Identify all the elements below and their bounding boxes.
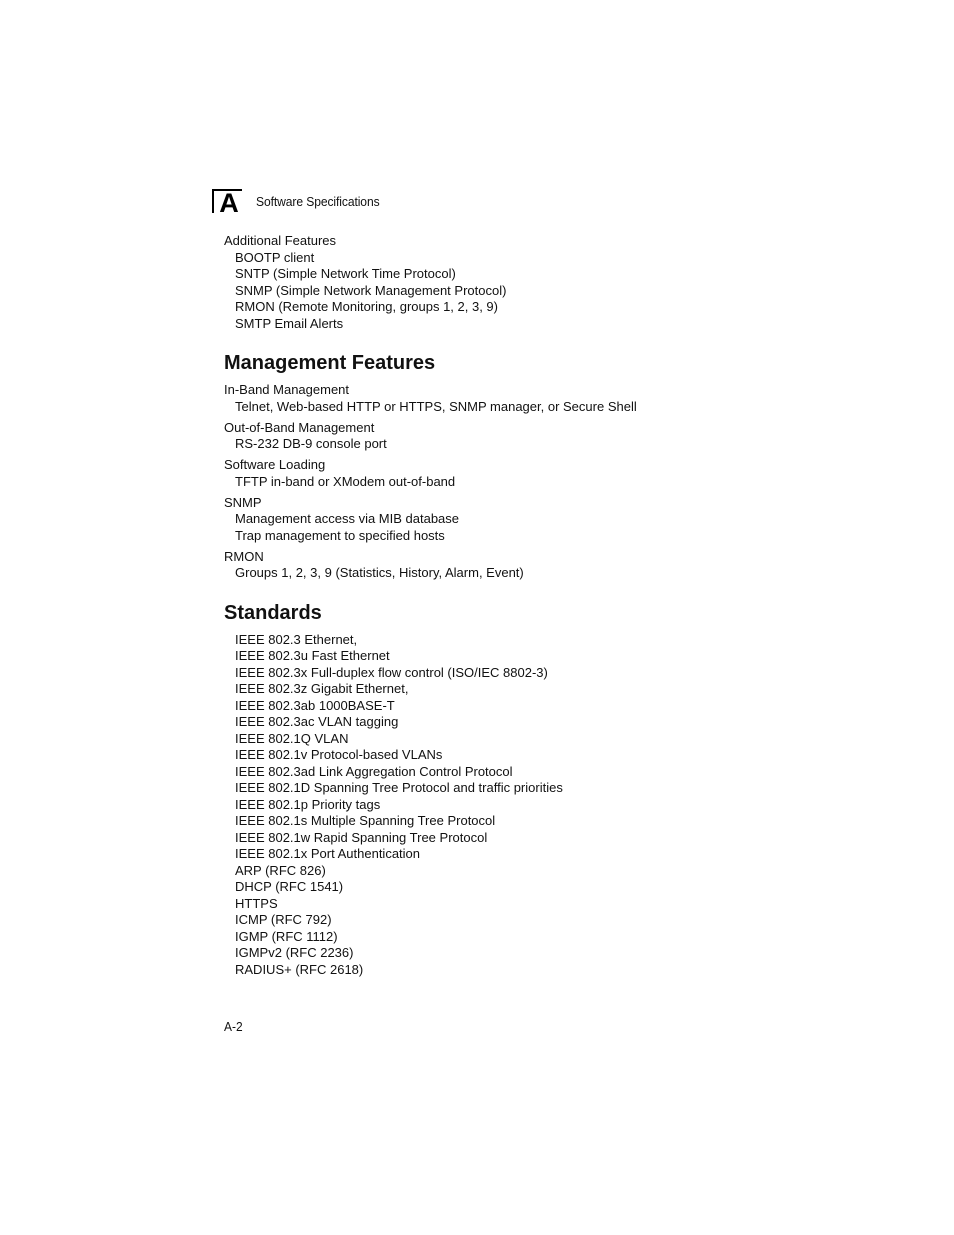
list-item: ICMP (RFC 792) [235, 912, 332, 927]
page-content [224, 233, 864, 978]
block-title: Out-of-Band Management [224, 419, 375, 435]
list-item: Groups 1, 2, 3, 9 (Statistics, History, Alarm, Event) [235, 565, 524, 580]
software-loading-block [224, 457, 864, 490]
standards-heading: Standards [224, 601, 322, 624]
list-item: IEEE 802.1s Multiple Spanning Tree Protocol [235, 813, 496, 828]
additional-features-block [224, 233, 864, 332]
list-item: Trap management to specified hosts [235, 527, 445, 543]
list-item: TFTP in-band or XModem out-of-band [235, 473, 456, 489]
list-item: IEEE 802.1x Port Authentication [235, 846, 421, 861]
block-title: In-Band Management [224, 382, 350, 397]
list-item: RADIUS+ (RFC 2618) [235, 961, 364, 977]
standards-list [224, 632, 864, 979]
page-header [212, 189, 389, 213]
list-item: SNMP (Simple Network Management Protocol) [235, 282, 507, 298]
list-item: IEEE 802.3ad Link Aggregation Control Protocol [235, 763, 513, 779]
list-item: IEEE 802.3x Full-duplex flow control (ISO/IEC 8802-3) [235, 664, 548, 680]
list-item: IGMPv2 (RFC 2236) [235, 945, 354, 960]
list-item: RMON (Remote Monitoring, groups 1, 2, 3, 9) [235, 299, 498, 314]
list-item: IEEE 802.1Q VLAN [235, 730, 349, 746]
list-item: HTTPS [235, 895, 278, 911]
page-number: A-2 [224, 1019, 243, 1034]
list-item: DHCP (RFC 1541) [235, 879, 344, 894]
appendix-letter: A [219, 189, 239, 213]
list-item: SNTP (Simple Network Time Protocol) [235, 266, 456, 281]
rmon-block [224, 549, 864, 582]
additional-features-title: Additional Features [224, 233, 337, 248]
list-item: Management access via MIB database [235, 511, 460, 526]
list-item: IEEE 802.1w Rapid Spanning Tree Protocol [235, 829, 488, 845]
list-item: IEEE 802.3ac VLAN tagging [235, 714, 399, 729]
list-item: IGMP (RFC 1112) [235, 928, 338, 944]
list-item: IEEE 802.3z Gigabit Ethernet, [235, 681, 409, 696]
management-features-heading: Management Features [224, 352, 436, 374]
list-item: IEEE 802.1p Priority tags [235, 796, 381, 812]
in-band-management-block [224, 382, 864, 415]
list-item: IEEE 802.1D Spanning Tree Protocol and traffic priorities [235, 780, 563, 795]
chapter-title: Software Specifications [256, 193, 380, 209]
out-of-band-management-block [224, 420, 864, 453]
list-item: Telnet, Web-based HTTP or HTTPS, SNMP manager, or Secure Shell [235, 398, 637, 414]
block-title: RMON [224, 548, 264, 564]
list-item: IEEE 802.1v Protocol-based VLANs [235, 747, 443, 762]
appendix-a-badge-icon [212, 189, 242, 213]
list-item: RS-232 DB-9 console port [235, 436, 387, 451]
block-title: SNMP [224, 494, 262, 510]
list-item: IEEE 802.3ab 1000BASE-T [235, 697, 395, 713]
list-item: IEEE 802.3 Ethernet, [235, 631, 358, 647]
block-title: Software Loading [224, 457, 326, 472]
list-item: ARP (RFC 826) [235, 862, 326, 878]
snmp-block [224, 495, 864, 545]
list-item: BOOTP client [235, 249, 315, 265]
list-item: IEEE 802.3u Fast Ethernet [235, 648, 390, 663]
list-item: SMTP Email Alerts [235, 315, 344, 331]
